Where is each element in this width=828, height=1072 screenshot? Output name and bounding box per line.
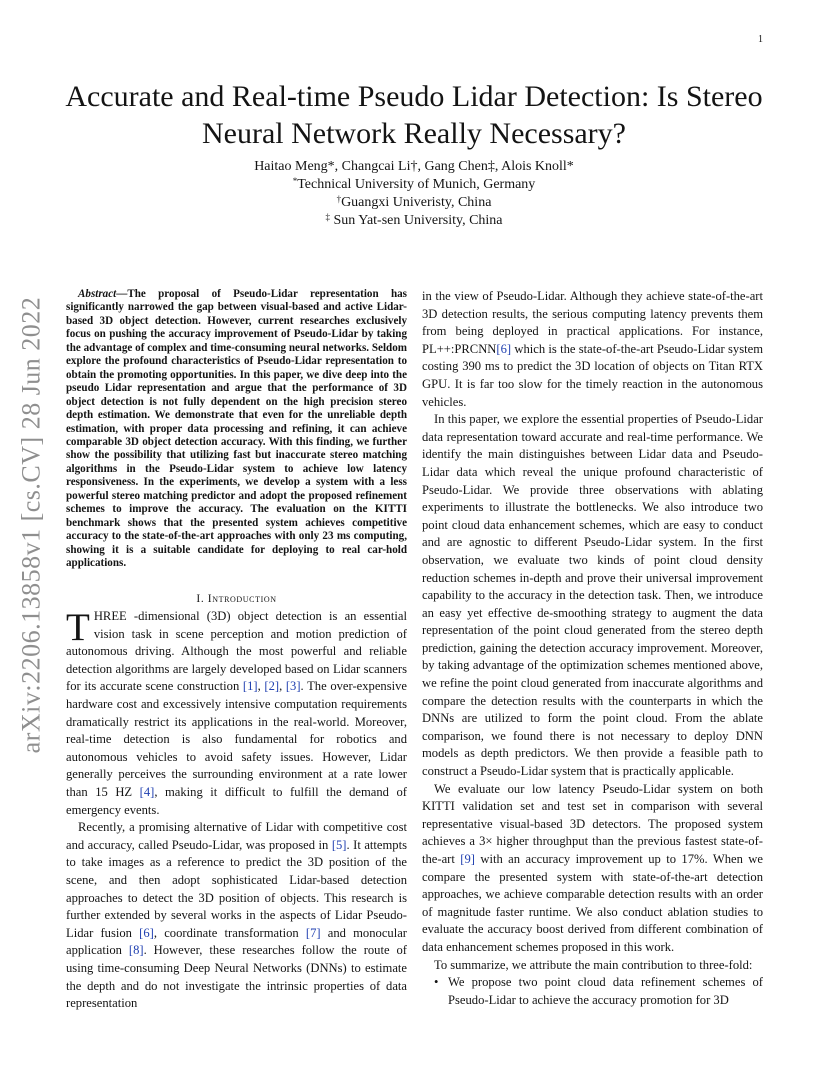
- right-column: [422, 288, 763, 1009]
- affiliation-mark: ‡: [325, 212, 330, 222]
- contribution-list: [422, 974, 763, 1009]
- section-name: Introduction: [207, 592, 277, 605]
- text-run: ,: [279, 679, 286, 694]
- drop-cap: T: [66, 606, 90, 650]
- author-list: Haitao Meng*, Changcai Li†, Gang Chen‡, Alois Knoll*: [254, 159, 574, 174]
- affiliation-1: [40, 176, 788, 194]
- citation-link[interactable]: [7]: [305, 925, 321, 940]
- affiliation-mark: *: [292, 176, 298, 186]
- text-run: in the view of Pseudo-Lidar. Although they achieve state-of-the-art 3D detection results, the serious computing latency prevents them from being deployed in practical applications. For instance, PL++:PRCNN: [422, 289, 763, 356]
- affiliation-mark: †: [336, 194, 342, 204]
- citation-link[interactable]: [4]: [139, 785, 155, 800]
- citation-link[interactable]: [6]: [496, 341, 512, 356]
- abstract-label: Abstract: [78, 288, 117, 300]
- affiliation-text: Technical University of Munich, Germany: [297, 177, 536, 192]
- intro-paragraph-2-continued: [422, 288, 763, 411]
- text-run: HREE -dimensional (3D) object detection is an essential vision task in scene perception and motion prediction of autonomous driving. Although the most powerful and reliable detection algorithms are largely developed based on Lidar scanners for its accurate scene construction: [66, 609, 407, 694]
- citation-link[interactable]: [9]: [460, 852, 475, 866]
- list-item: • We propose two point cloud data refinement schemes of Pseudo-Lidar to achieve the accuracy promotion for 3D: [422, 974, 763, 1009]
- text-run: . However, these researches follow the route of using time-consuming Deep Neural Networks (DNNs) to estimate the depth and do not investigate the intrinsic properties of data representation: [66, 943, 407, 1011]
- author-block: [40, 158, 788, 230]
- citation-link[interactable]: [5]: [331, 837, 347, 852]
- paper-title: Accurate and Real-time Pseudo Lidar Detection: Is Stereo Neural Network Really Necessary?: [65, 80, 763, 150]
- intro-paragraph-2: [66, 819, 407, 1013]
- intro-paragraph-4: [422, 781, 763, 957]
- citation-link[interactable]: [6]: [139, 925, 154, 940]
- intro-paragraph-3: In this paper, we explore the essential properties of Pseudo-Lidar data representation toward accurate and real-time performance. We identify the main distinguishes between Lidar data and Pseudo-Lidar data which reveal the unique profound characteristic of Pseudo-Lidar. We provide three observations with ablating experiments to illustrate the bottlenecks. We also introduce two point cloud data enhancement schemes, which are easy to conduct and are agnostic to different Pseudo-Lidar system. In the first observation, we evaluate two kinds of point cloud density reduction schemes in-depth and prove their universal improvement capability to the accuracy in the detection task. Then, we introduce an easy yet effective de-smoothing strategy to augment the data representation of the point cloud generated from the stereo depth prediction, gaining the detection accuracy improvement. Moreover, by taking advantage of the optimization schemes mentioned above, we refine the point cloud generated from inaccurate algorithms and compare the detection results with the counterparts in which the DNNs are utilized to form the point cloud. From the ablate comparison, we found there is not necessary to deploy DNN models as depth predictors. We then provide a feasible path to construct a Pseudo-Lidar system that is practically applicable.: [422, 412, 763, 779]
- affiliation-text: Guangxi Univeristy, China: [341, 195, 492, 210]
- citation-link[interactable]: [2]: [264, 679, 280, 694]
- text-run: , making it difficult to fulfill the demand of emergency events.: [66, 785, 407, 817]
- text-run: Recently, a promising alternative of Lidar with competitive cost and accuracy, called Pseudo-Lidar, was proposed in: [66, 820, 407, 852]
- affiliation-text: Sun Yat-sen University, China: [329, 213, 503, 228]
- left-column: [66, 288, 407, 1013]
- text-run: ,: [257, 679, 265, 694]
- section-number: I.: [196, 592, 208, 605]
- text-run: which is the state-of-the-art Pseudo-Lidar system costing 390 ms to predict the 3D location of objects on Titan RTX GPU. It is far too slow for the timely reaction in the autonomous vehicles.: [422, 341, 763, 409]
- citation-link[interactable]: [1]: [242, 679, 258, 694]
- text-run: with an accuracy improvement up to 17%. When we compare the presented system with state-of-the-art detection approaches, we achieve comparable detection results with an order of magnitude faster runtime. We also conduct ablation studies to evaluate the accuracy boost derived from different combination of data enhancement schemes proposed in this work.: [422, 852, 763, 954]
- section-heading-introduction: [66, 591, 407, 609]
- abstract-text: —The proposal of Pseudo-Lidar representation has significantly narrowed the gap between visual-based and active Lidar-based 3D object detection. However, current researches exclusively focus on pushing the accuracy improvement of Pseudo-Lidar by taking the advantage of complex and time-consuming neural networks. Seldom explore the profound characteristics of Pseudo-Lidar representation to obtain the promoting opportunities. In this paper, we dive deep into the pseudo Lidar representation and argue that the performance of 3D object detection is not fully dependent on the high precision stereo depth estimation. We demonstrate that even for the unreliable depth estimation, with proper data processing and refining, it can achieve comparable 3D object detection accuracy. With this finding, we further show the possibility that utilizing fast but inaccurate stereo matching algorithms in the Pseudo-Lidar system to achieve low latency responsiveness. In the experiments, we develop a system with a less powerful stereo matching predictor and adopt the proposed refinement schemes to improve the accuracy. The evaluation on the KITTI benchmark shows that the presented system achieves competitive accuracy to the state-of-the-art approaches with only 23 ms computing, showing it is a suitable candidate for deploying to real car-hold applications.: [66, 288, 407, 570]
- intro-paragraph-5: To summarize, we attribute the main contribution to three-fold:: [434, 957, 753, 972]
- text-run: . It attempts to take images as a reference to predict the 3D position of the scene, and then adopt sophisticated Lidar-based detection approaches to detect the 3D position of objects. This research is further extended by several works in the aspects of Lidar Pseudo-Lidar fusion: [66, 837, 407, 940]
- abstract: [66, 288, 407, 571]
- citation-link[interactable]: [3]: [285, 679, 301, 694]
- page-number: 1: [758, 34, 763, 45]
- arxiv-stamp-text: arXiv:2206.13858v1 [cs.CV] 28 Jun 2022: [16, 296, 46, 754]
- affiliation-2: [40, 194, 788, 212]
- text-run: , coordinate transformation: [153, 925, 306, 940]
- arxiv-stamp: [14, 290, 48, 760]
- affiliation-3: [40, 212, 788, 230]
- text-run: . The over-expensive hardware cost and excessively intensive computation requirements dramatically restrict its applications in the real-world. Moreover, real-time detection is also fundamental for robotics and autonomous vehicles to avoid safety issues. However, Lidar generally perceives the surrounding environment at a rate lower than 15 HZ: [66, 679, 407, 800]
- text-run: We evaluate our low latency Pseudo-Lidar system on both KITTI validation set and test set in comparison with several representative visual-based 3D detectors. The proposed system achieves a 3× higher throughput than the previous fastest state-of-the-art: [422, 781, 763, 866]
- intro-paragraph-1: [66, 608, 407, 819]
- citation-link[interactable]: [8]: [128, 943, 144, 958]
- text-run: and monocular application: [66, 925, 407, 958]
